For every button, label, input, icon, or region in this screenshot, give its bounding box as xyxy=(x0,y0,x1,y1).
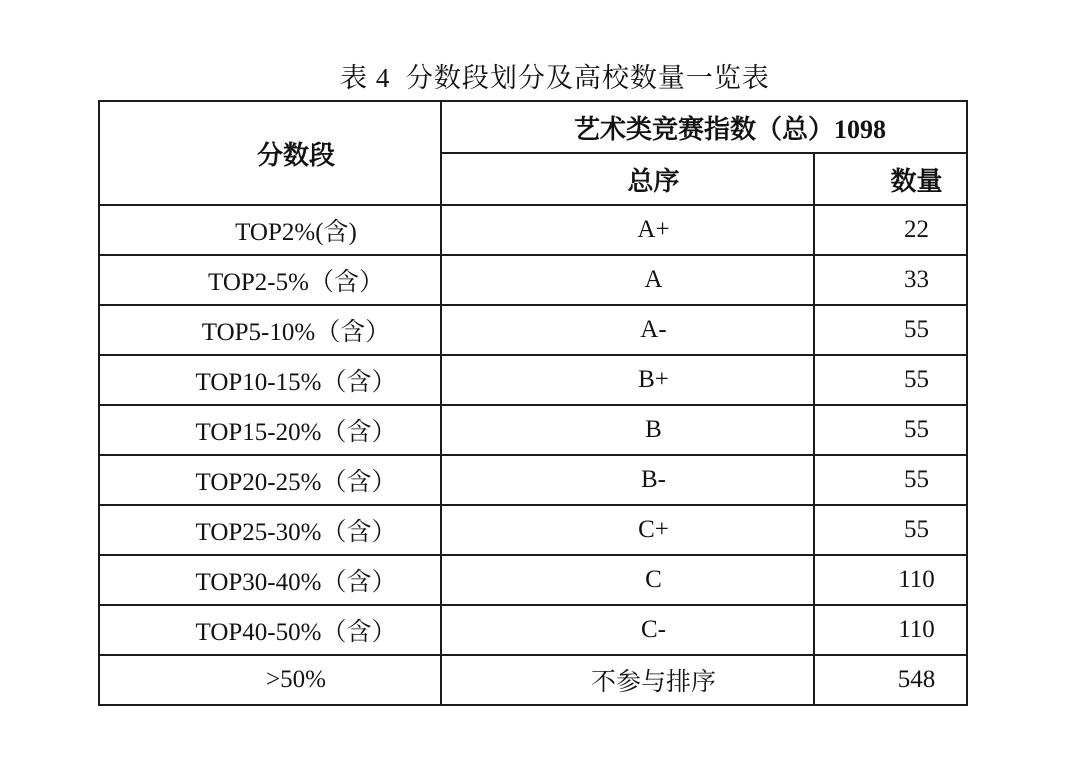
table-row xyxy=(99,255,967,305)
table-row xyxy=(99,505,967,555)
group-header-art-competition-index: 艺术类竞赛指数（总）1098 xyxy=(441,101,967,153)
header-row-group xyxy=(99,101,967,153)
table-row xyxy=(99,205,967,255)
table-row xyxy=(99,405,967,455)
score-range-cell: TOP5-10%（含） xyxy=(99,305,441,355)
count-cell: 55 xyxy=(814,405,967,455)
tier-cell: C+ xyxy=(441,505,814,555)
score-range-cell: TOP40-50%（含） xyxy=(99,605,441,655)
count-cell: 55 xyxy=(814,355,967,405)
table-row xyxy=(99,355,967,405)
tier-cell: A- xyxy=(441,305,814,355)
table-row xyxy=(99,605,967,655)
score-range-cell: TOP30-40%（含） xyxy=(99,555,441,605)
tier-cell: C xyxy=(441,555,814,605)
count-cell: 55 xyxy=(814,455,967,505)
tier-cell: A xyxy=(441,255,814,305)
tier-cell: 不参与排序 xyxy=(441,655,814,705)
table-row xyxy=(99,305,967,355)
count-cell: 548 xyxy=(814,655,967,705)
score-range-cell: TOP25-30%（含） xyxy=(99,505,441,555)
count-cell: 55 xyxy=(814,305,967,355)
table-row xyxy=(99,655,967,705)
score-range-cell: TOP2%(含) xyxy=(99,205,441,255)
count-cell: 110 xyxy=(814,605,967,655)
count-cell: 33 xyxy=(814,255,967,305)
score-range-cell: TOP10-15%（含） xyxy=(99,355,441,405)
score-range-cell: TOP15-20%（含） xyxy=(99,405,441,455)
tier-cell: B+ xyxy=(441,355,814,405)
tier-cell: C- xyxy=(441,605,814,655)
score-range-cell: TOP2-5%（含） xyxy=(99,255,441,305)
column-header-count: 数量 xyxy=(814,153,967,205)
table-row xyxy=(99,555,967,605)
table-row xyxy=(99,455,967,505)
count-cell: 22 xyxy=(814,205,967,255)
count-cell: 55 xyxy=(814,505,967,555)
tier-cell: B xyxy=(441,405,814,455)
score-range-cell: TOP20-25%（含） xyxy=(99,455,441,505)
score-range-cell: >50% xyxy=(99,655,441,705)
score-segment-table xyxy=(98,100,968,706)
table-caption: 表 4 分数段划分及高校数量一览表 xyxy=(340,63,770,93)
tier-cell: B- xyxy=(441,455,814,505)
column-header-overall-rank: 总序 xyxy=(441,153,814,205)
tier-cell: A+ xyxy=(441,205,814,255)
count-cell: 110 xyxy=(814,555,967,605)
column-header-score-segment: 分数段 xyxy=(99,101,441,205)
